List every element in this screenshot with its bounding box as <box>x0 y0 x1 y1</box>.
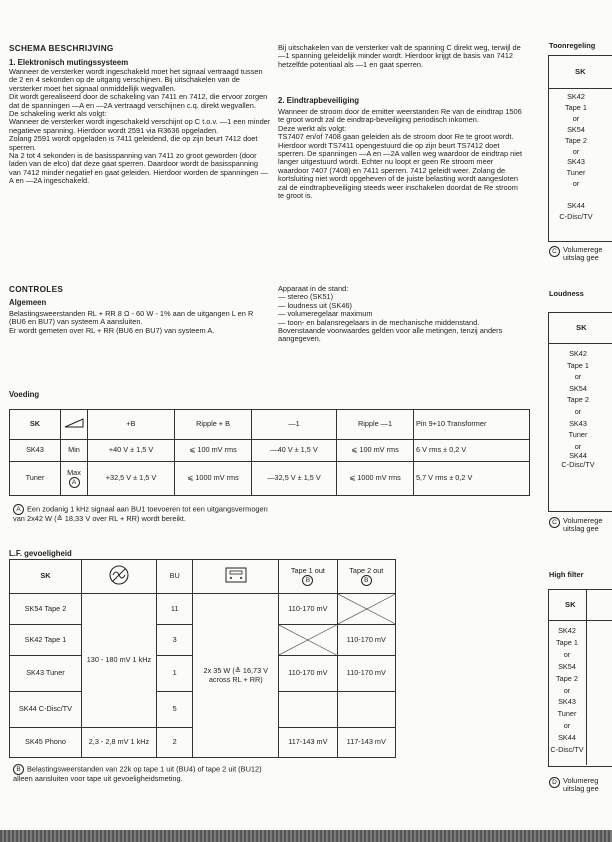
cell-crossed <box>337 594 395 625</box>
sk-item: or <box>563 649 571 659</box>
voeding-note: A Een zodanig 1 kHz signaal aan BU1 toevoeren tot een uitgangsvermogen van 2x42 W (≙ 18,33 V over RL + RR) wordt bereikt. <box>13 504 268 523</box>
cell: SK54 Tape 2 <box>10 594 82 625</box>
sk-item: SK44 <box>558 733 576 743</box>
paragraph: Na 2 tot 4 sekonden is de basisspanning van 7411 zo groot geworden (door laden van de elco) dat deze gaat sperren. Daardoor wordt de basisspanning van 7412 minder negatief en gaat geleiden. Hierdoor worden de spanningen —A en —2A ingeschakeld. <box>9 151 268 186</box>
cell-power: 2x 35 W (≙ 16,73 V across RL + RR) <box>193 594 279 758</box>
cell: SK44 C-Disc/TV <box>10 692 82 728</box>
cell: 3 <box>157 625 193 656</box>
cell: 5 <box>157 692 193 728</box>
cell-sensitivity: 130 - 180 mV 1 kHz <box>81 594 156 728</box>
section-title-schema: SCHEMA BESCHRIJVING <box>9 44 114 53</box>
cell <box>337 692 395 728</box>
sk-item: Tape 2 <box>556 673 578 683</box>
note-marker: C <box>549 246 560 257</box>
toon-sk-list <box>550 92 602 223</box>
high-sk-list <box>549 625 585 756</box>
cell-sensitivity: 2,3 - 2,8 mV 1 kHz <box>81 728 156 758</box>
apparaat-item: — toon- en balansregelaars in de mechanische middenstand. <box>278 317 480 327</box>
algemeen-title: Algemeen <box>9 298 47 307</box>
sk-item: SK42 <box>558 626 576 635</box>
paragraph: Wanneer de versterker wordt ingeschakeld verschijnt op C t.o.v. —1 een minder negatieve spanning. Hierdoor wordt 2591 via R3636 opgeladen. <box>9 117 271 135</box>
cell <box>279 692 337 728</box>
sk-item: SK42 <box>567 92 585 101</box>
loud-sk-list <box>550 348 606 470</box>
toon-sk: SK <box>575 67 586 76</box>
cell: 110-170 mV <box>279 594 337 625</box>
cell: —32,5 V ± 1,5 V <box>252 462 337 496</box>
cell: —40 V ± 1,5 V <box>252 440 337 462</box>
cell: 5,7 V rms ± 0,2 V <box>414 462 530 496</box>
voeding-title: Voeding <box>9 390 40 399</box>
section-title-controles: CONTROLES <box>9 285 64 294</box>
cell: +32,5 V ± 1,5 V <box>88 462 175 496</box>
high-sk: SK <box>565 600 576 609</box>
lf-table <box>9 559 396 758</box>
scan-edge <box>0 830 612 842</box>
sk-item: SK44 <box>569 451 587 461</box>
loud-note: C Volumerege uitslag gee <box>549 517 612 534</box>
sk-item: or <box>574 406 582 416</box>
cell: 110-170 mV <box>337 625 395 656</box>
sk-item: Tuner <box>566 168 586 178</box>
toon-title: Toonregeling <box>549 41 596 50</box>
header-plus-b: +B <box>88 410 175 440</box>
paragraph: TS7407 en/of 7408 gaan geleiden als de stroom door Re te groot wordt. Hierdoor wordt TS7411 opengestuurd die op zijn beurt TS7412 doet sperren. De spanningen —A en —2A vallen weg waardoor de eindtrap niet langer uitgestuurd wordt. Echter nu loopt er geen Re stroom meer waardoor 7407 (7408) en 7411 sperren. 7412 geleidt weer. Zolang de kortsluiting niet wordt opgeheven of de juiste belasting wordt aangesloten zal de eindtrapbeveiliging steeds weer inschakelen doordat de Re stroom te groot is. <box>278 132 523 201</box>
signal-source-icon <box>81 560 156 594</box>
note-marker: C <box>549 517 560 528</box>
sk-item: SK43 <box>569 418 587 428</box>
cell: SK43 Tuner <box>10 656 82 692</box>
header-tape1: Tape 1 out B <box>279 560 337 594</box>
sec1-title: 1. Elektronisch mutingssysteem <box>9 58 129 67</box>
paragraph: Zolang 2591 wordt opgeladen is 7411 geleidend, die op zijn beurt 7412 doet sperren. <box>9 134 258 152</box>
header-minus-1: —1 <box>252 410 337 440</box>
cell: 110-170 mV <box>279 656 337 692</box>
table-row <box>10 594 396 625</box>
header-ripple-1: Ripple —1 <box>337 410 414 440</box>
sk-item: SK54 <box>569 383 587 393</box>
header-sk: SK <box>10 410 61 440</box>
paragraph: Dit wordt gerealiseerd door de schakeling van 7411 en 7412, die ervoor zorgen dat de spanningen —A en —2A vertraagd verschijnen c.q. direkt wegvallen. <box>9 92 268 110</box>
paragraph: Wanneer de versterker wordt ingeschakeld moet het signaal vertraagd tussen de 2 en 4 sekonden op de uitgang verschijnen. Bij uitschakelen van de versterker moet het signaal onmiddellijk wegvallen. <box>9 67 263 93</box>
note-marker: B <box>361 575 372 586</box>
sk-item: Tape 1 <box>556 637 578 647</box>
high-title: High filter <box>549 570 584 579</box>
sec2-body <box>278 108 526 200</box>
divider <box>586 589 587 765</box>
sec2-title: 2. Eindtrapbeveiliging <box>278 96 360 105</box>
lf-title: L.F. gevoeligheid <box>9 549 72 558</box>
paragraph: Wanneer de stroom door de emitter weerstanden Re van de eindtrap 1506 te groot wordt zal de eindtrap-beveiliging periodisch inkomen. <box>278 107 522 125</box>
sk-item: SK54 <box>558 661 576 671</box>
cell: Tuner <box>10 462 61 496</box>
cell: 1 <box>157 656 193 692</box>
cell-crossed <box>279 625 337 656</box>
sk-item: Tape 1 <box>565 102 587 112</box>
cell: +40 V ± 1,5 V <box>88 440 175 462</box>
algemeen-body <box>9 310 261 335</box>
high-note: D Volumereg uitslag gee <box>549 777 612 794</box>
apparaat-note: Bovenstaande voorwaardes gelden voor alle metingen, tenzij anders aangegeven. <box>278 326 503 344</box>
sk-item: C-Disc/TV <box>561 459 595 469</box>
cell: SK45 Phono <box>10 728 82 758</box>
volume-icon <box>61 410 88 440</box>
header-tape2: Tape 2 out B <box>337 560 395 594</box>
sk-item: or <box>572 113 580 123</box>
sk-item: SK43 <box>558 697 576 707</box>
cell: 117-143 mV <box>279 728 337 758</box>
loud-sk: SK <box>576 323 587 332</box>
sk-item: SK43 <box>567 157 585 167</box>
cell: ⩽ 1000 mV rms <box>337 462 414 496</box>
sk-item: or <box>572 146 580 156</box>
sk-item: SK44 <box>567 201 585 211</box>
cell: 6 V rms ± 0,2 V <box>414 440 530 462</box>
paragraph: Deze werkt als volgt: <box>278 123 347 133</box>
divider <box>548 88 612 89</box>
note-marker: B <box>302 575 313 586</box>
table-row <box>10 462 530 496</box>
toon-note: C Volumerege uitslag gee <box>549 246 612 263</box>
meter-icon <box>193 560 279 594</box>
apparaat-item: — volumeregelaar maximum <box>278 309 373 319</box>
cell: SK42 Tape 1 <box>10 625 82 656</box>
sk-item: Tuner <box>568 430 588 440</box>
note-marker: A <box>13 504 24 515</box>
cell: 11 <box>157 594 193 625</box>
header-pin: Pin 9+10 Transformer <box>414 410 530 440</box>
cell: Min <box>61 440 88 462</box>
divider <box>548 343 612 344</box>
divider <box>548 620 612 621</box>
sk-item: C-Disc/TV <box>550 745 584 755</box>
apparaat-block <box>278 285 528 344</box>
sk-item: C-Disc/TV <box>559 211 593 221</box>
sk-item: or <box>572 179 580 189</box>
sk-item: Tape 2 <box>567 395 589 405</box>
sk-item: SK54 <box>567 124 585 134</box>
apparaat-item: — loudness uit (SK46) <box>278 300 352 310</box>
sk-item: SK42 <box>569 349 587 358</box>
sk-item: Tuner <box>557 709 577 719</box>
voeding-table <box>9 409 530 496</box>
cell: 117-143 mV <box>337 728 395 758</box>
apparaat-title: Apparaat in de stand: <box>278 284 349 293</box>
cell: SK43 <box>10 440 61 462</box>
note-marker: B <box>13 764 24 775</box>
header-ripple-b: Ripple + B <box>175 410 252 440</box>
paragraph: Belastingsweerstanden RL + RR 8 Ω - 60 W - 1% aan de uitgangen L en R (BU6 en BU7) van systeem A aansluiten. <box>9 309 254 327</box>
header-sk: SK <box>10 560 82 594</box>
sec1-body <box>9 68 271 186</box>
sk-item: or <box>563 721 571 731</box>
right-para1: Bij uitschakelen van de versterker valt de spanning C direkt weg, terwijl de —1 spanning geleidelijk minder wordt. Hierdoor krijgt de basis van 7412 hetzelfde potentiaal als —1 en gaat sperren. <box>278 43 521 69</box>
lf-note: B Belastingsweerstanden van 22k op tape 1 uit (BU4) of tape 2 uit (BU12) alleen aansluiten voor tape uit gevoeligheidsmeting. <box>13 764 262 783</box>
cell: Max A <box>61 462 88 496</box>
cell: 2 <box>157 728 193 758</box>
cell: ⩽ 100 mV rms <box>337 440 414 462</box>
paragraph: De schakeling werkt als volgt: <box>9 109 107 119</box>
cell: ⩽ 1000 mV rms <box>175 462 252 496</box>
cell: 110-170 mV <box>337 656 395 692</box>
table-header-row <box>10 410 530 440</box>
apparaat-item: — stereo (SK51) <box>278 292 334 302</box>
loud-title: Loudness <box>549 289 584 298</box>
cell: ⩽ 100 mV rms <box>175 440 252 462</box>
sk-item: Tape 1 <box>567 360 589 370</box>
sk-item <box>550 190 602 201</box>
sk-item: or <box>574 441 582 451</box>
sk-item: or <box>574 372 582 382</box>
table-header-row <box>10 560 396 594</box>
sk-item: or <box>563 685 571 695</box>
note-marker: A <box>69 477 80 488</box>
paragraph: Er wordt gemeten over RL + RR (BU6 en BU7) van systeem A. <box>9 325 215 335</box>
note-marker: D <box>549 777 560 788</box>
header-bu: BU <box>157 560 193 594</box>
sk-item: Tape 2 <box>565 135 587 145</box>
table-row <box>10 440 530 462</box>
